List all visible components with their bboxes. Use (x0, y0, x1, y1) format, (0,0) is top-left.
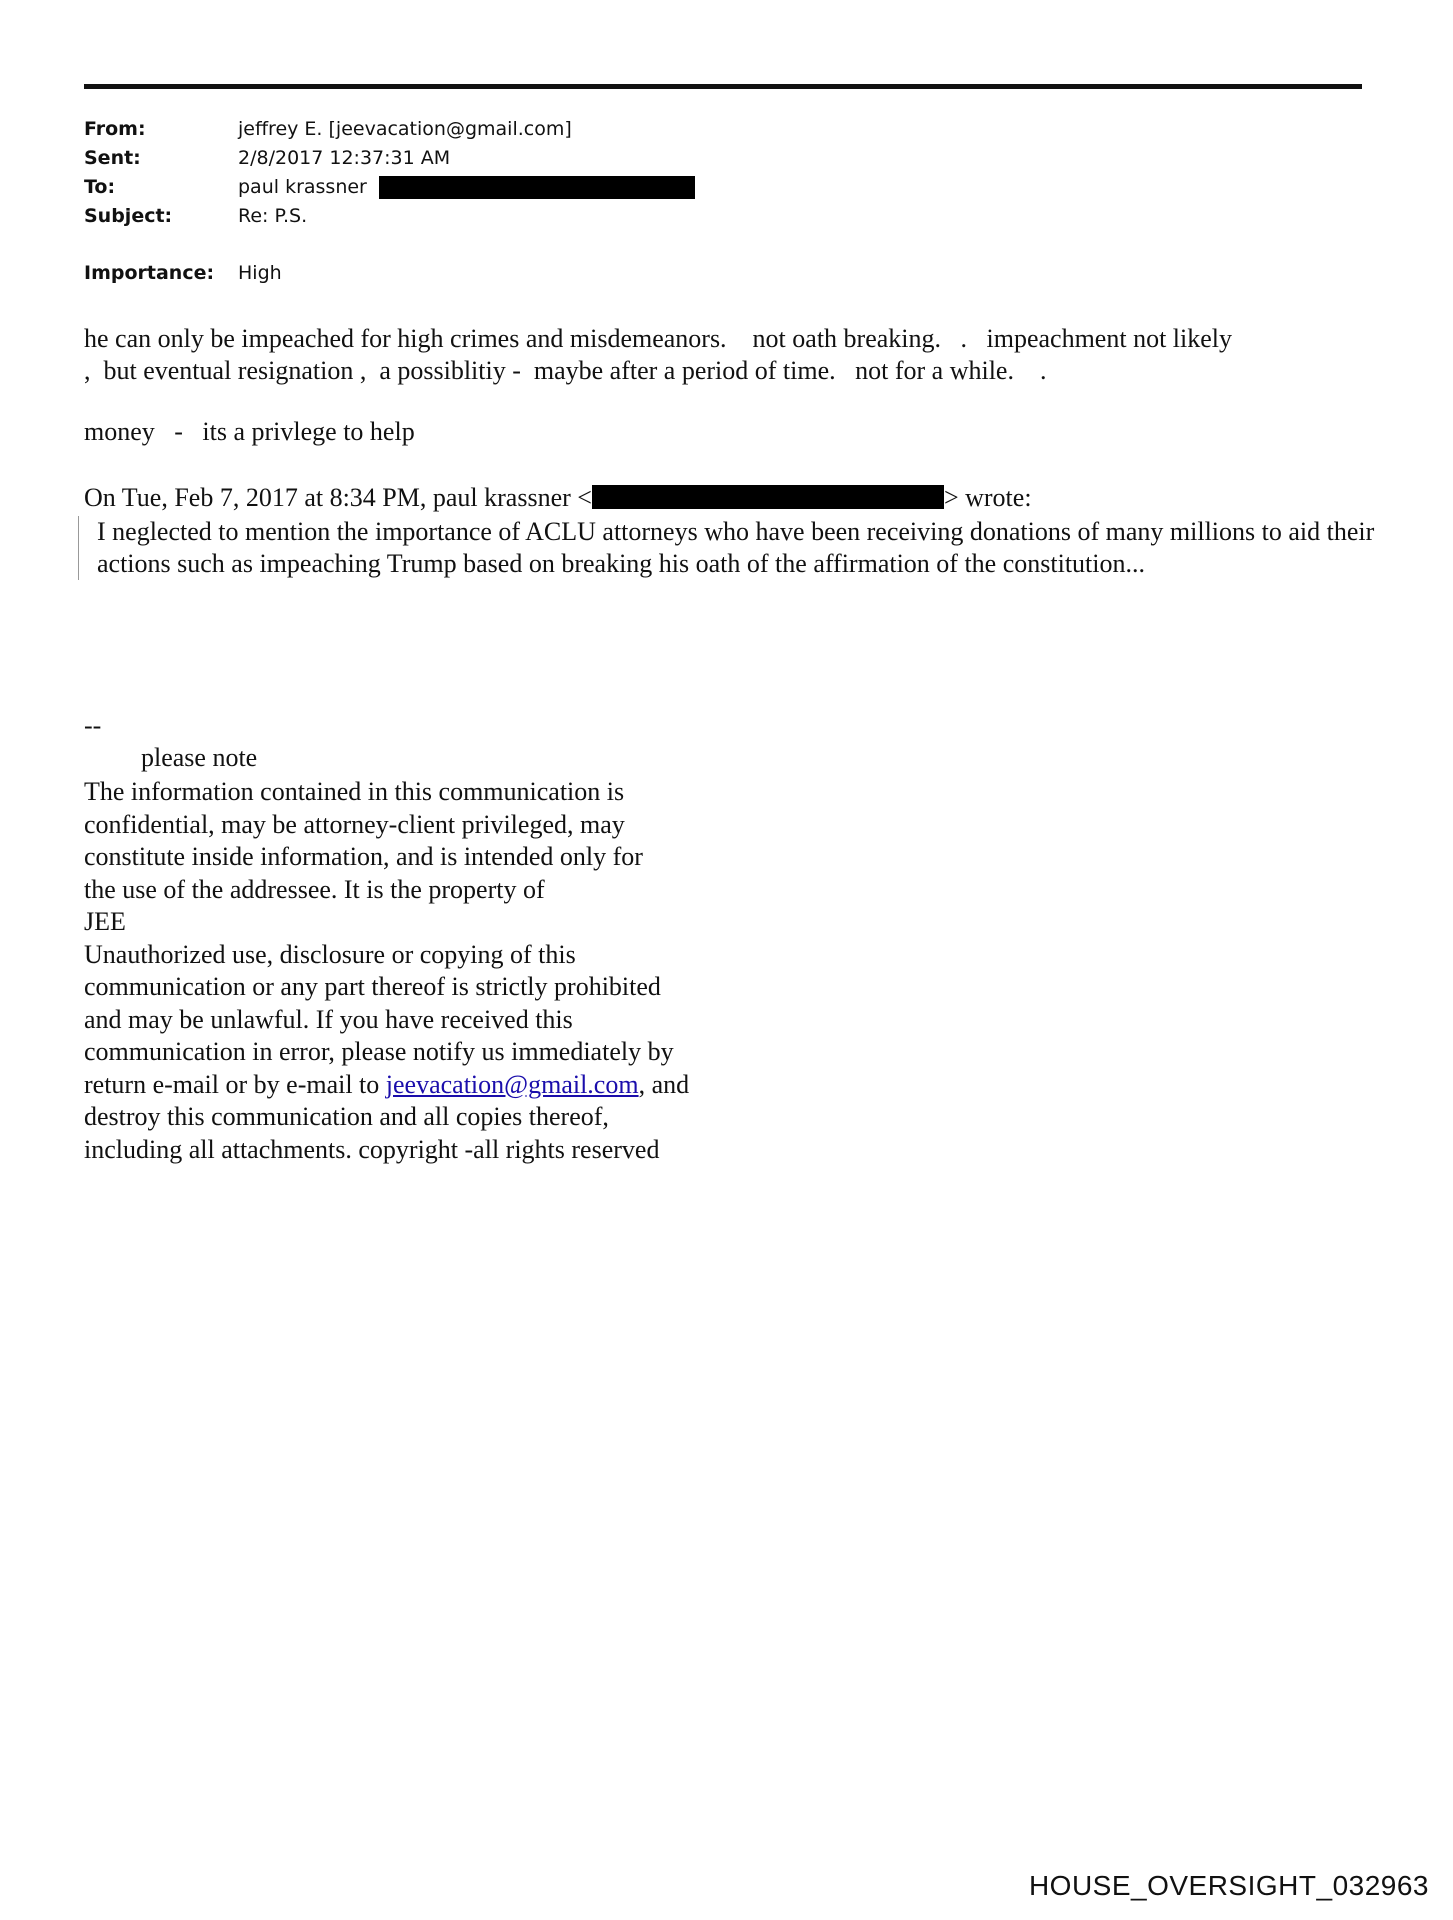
email-link[interactable]: jeevacation@gmail.com (385, 1069, 639, 1099)
body-line-3: money - its a privlege to help (84, 417, 415, 446)
to-label: To: (84, 176, 116, 198)
subject-value: Re: P.S. (238, 205, 308, 227)
body-line-1: he can only be impeached for high crimes and misdemeanors. not oath breaking. . impeachment not likely (84, 324, 1232, 353)
sent-value: 2/8/2017 12:37:31 AM (238, 147, 451, 169)
importance-label: Importance: (84, 262, 215, 284)
quote-intro-suffix: > wrote: (943, 483, 1032, 512)
quote-intro (84, 482, 1032, 514)
sent-label: Sent: (84, 147, 141, 169)
from-label: From: (84, 118, 146, 140)
sent-row (84, 144, 450, 173)
document-id: HOUSE_OVERSIGHT_032963 (1028, 1870, 1429, 1901)
to-row (84, 173, 695, 202)
to-value: paul krassner (238, 176, 367, 198)
disclaimer-text-1: The information contained in this communication is confidential, may be attorney-client privileged, may constitute inside information, and is intended only for the use of the addressee. It is the property of JEE Unauthorized use, disclosure or copying of this communication or any part thereof is strictly prohibited and may be unlawful. If you have received this communication in error, please notify us immediately by return e-mail or by e-mail to (84, 777, 674, 1099)
redaction-bar (379, 176, 695, 199)
importance-row (84, 259, 282, 288)
redaction-bar (592, 485, 944, 509)
subject-label: Subject: (84, 205, 173, 227)
disclaimer-text-2: , and destroy this communication and all copies thereof, including all attachments. copyright -all rights reserved (84, 1069, 690, 1164)
signature-dashes: -- (84, 711, 102, 740)
importance-value: High (238, 262, 282, 284)
from-row (84, 115, 572, 144)
top-rule (84, 84, 1362, 89)
quote-intro-prefix: On Tue, Feb 7, 2017 at 8:34 PM, paul krassner < (84, 483, 592, 512)
please-note: please note (141, 743, 258, 772)
body-line-2: , but eventual resignation , a possiblitiy - maybe after a period of time. not for a while. . (84, 356, 1047, 385)
from-value: jeffrey E. [jeevacation@gmail.com] (238, 118, 572, 140)
disclaimer (84, 776, 764, 1166)
subject-row (84, 202, 307, 231)
quoted-text: I neglected to mention the importance of ACLU attorneys who have been receiving donations of many millions to aid their actions such as impeaching Trump based on breaking his oath of the affirmation of the constitution... (97, 517, 1375, 578)
quoted-message (78, 516, 1387, 580)
